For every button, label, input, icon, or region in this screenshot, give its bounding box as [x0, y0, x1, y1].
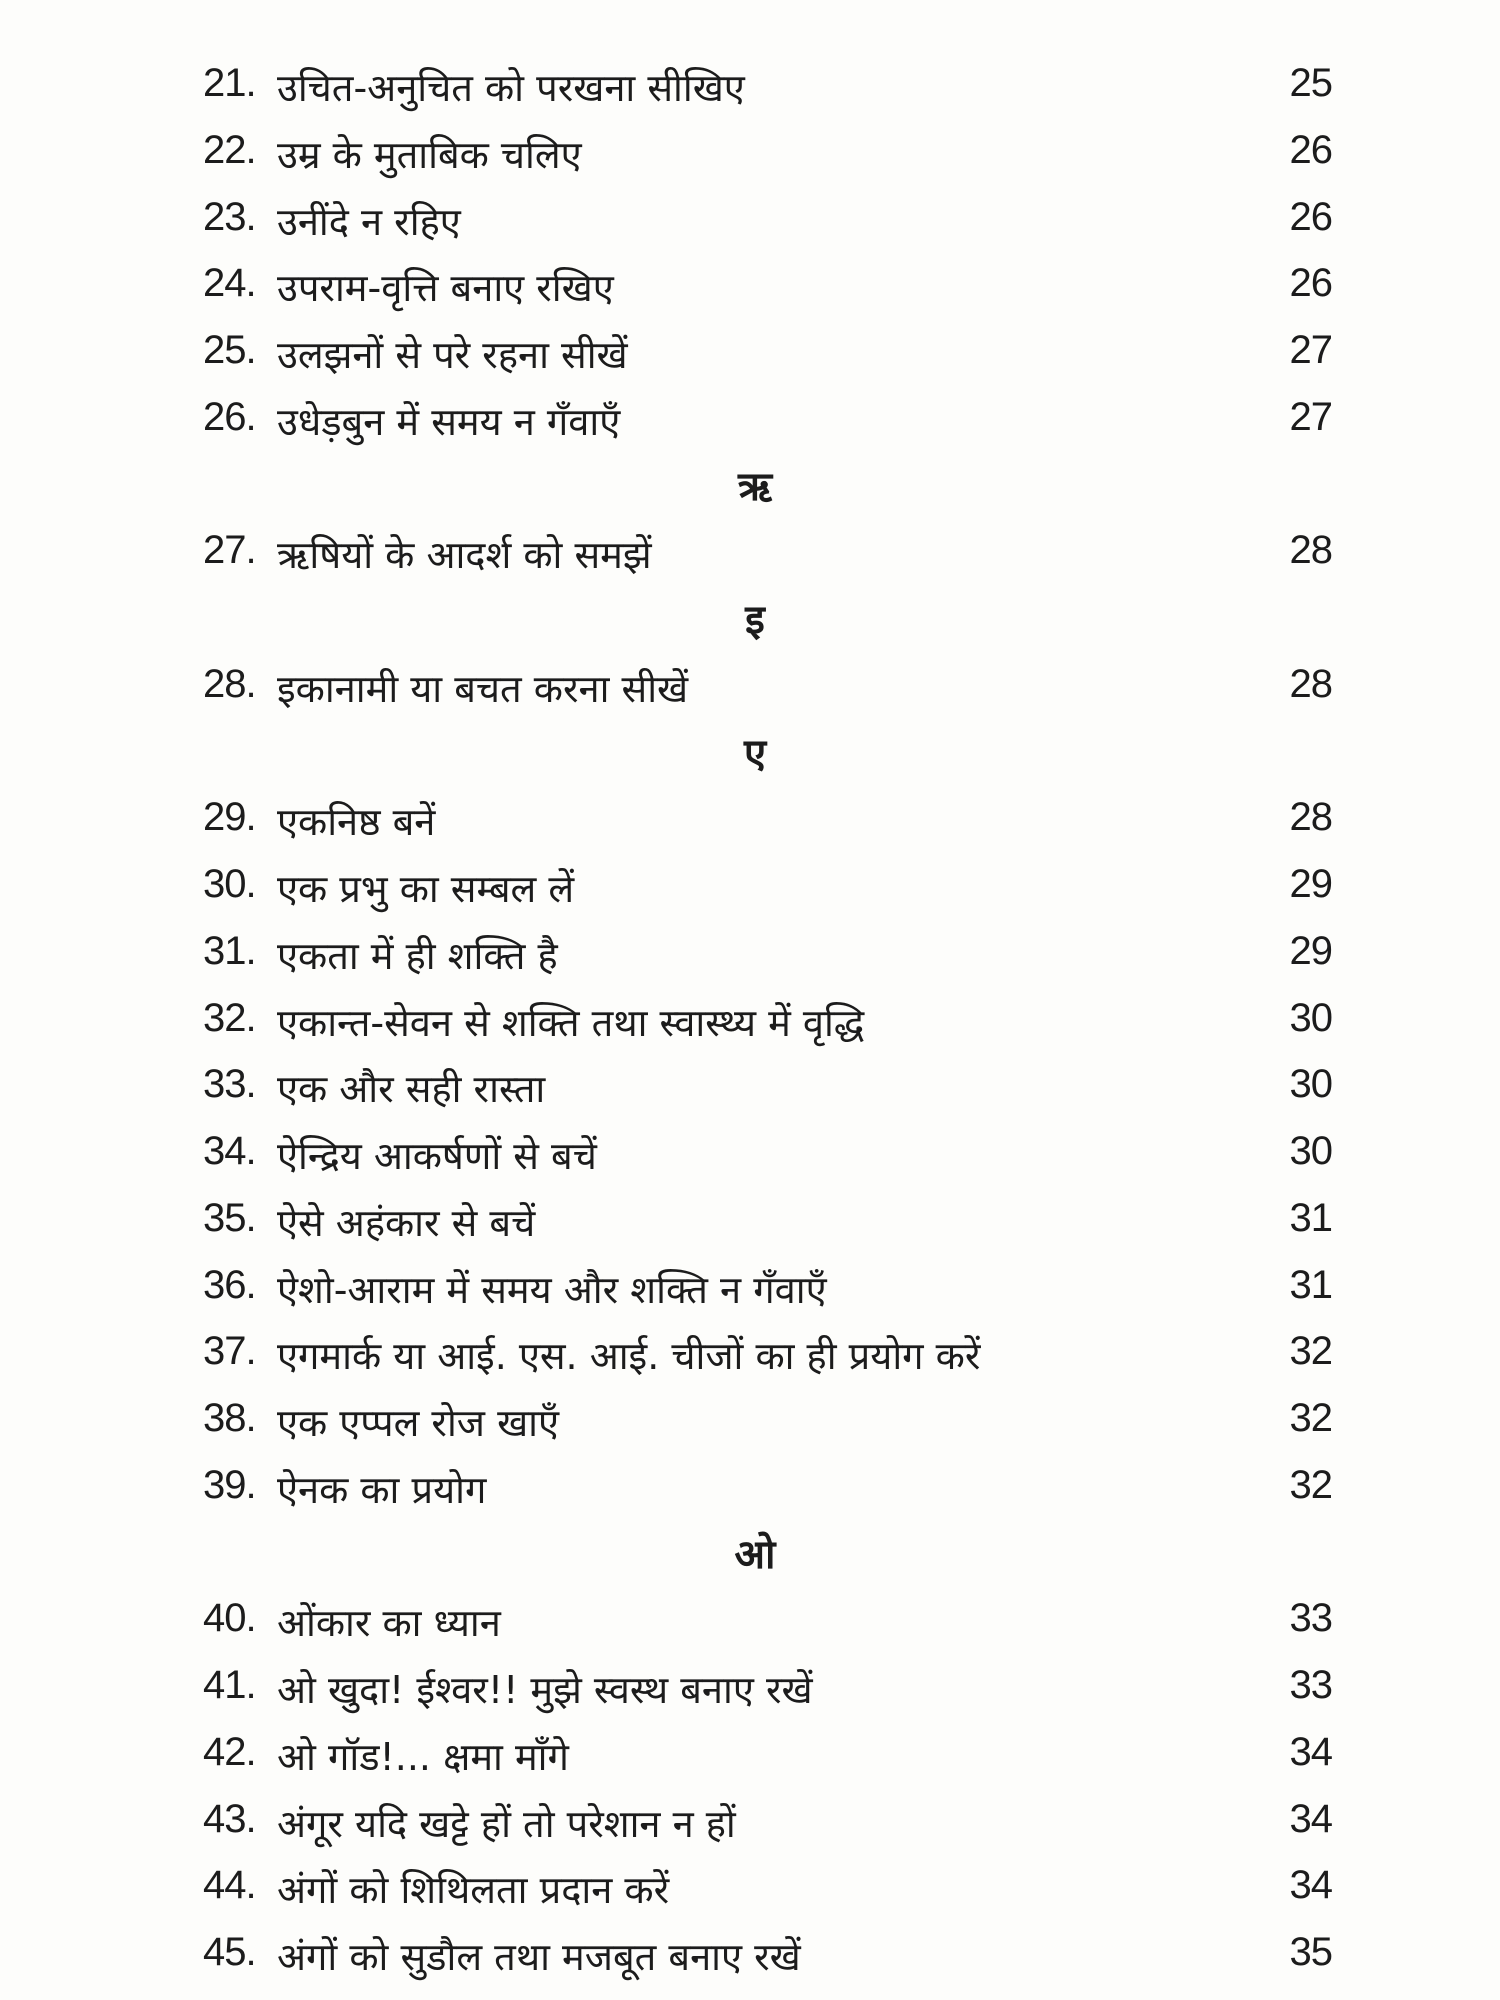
entry-number: 39. [203, 1462, 256, 1507]
entry-number: 43. [203, 1796, 256, 1841]
entry-title: एकनिष्ठ बनें [277, 800, 436, 845]
toc-entry [0, 1455, 1500, 1521]
entry-number: 34. [203, 1129, 256, 1173]
toc-entry [0, 387, 1500, 453]
toc-entry [0, 187, 1500, 253]
toc-entry [0, 1655, 1500, 1721]
entry-page-number: 34 [1289, 1863, 1332, 1908]
entry-number: 45. [203, 1930, 256, 1974]
entry-title: उलझनों से परे रहना सीखें [277, 333, 628, 377]
entry-page-number: 34 [1289, 1796, 1332, 1841]
toc-entry [0, 988, 1500, 1054]
entry-title: अंगों को शिथिलता प्रदान करें [277, 1868, 670, 1913]
toc-entry [0, 921, 1500, 987]
entry-page-number: 26 [1289, 194, 1332, 239]
entry-number: 33. [203, 1062, 256, 1107]
entry-number: 40. [203, 1596, 256, 1641]
section-heading: इ [745, 597, 765, 643]
entry-page-number: 28 [1289, 661, 1332, 706]
toc-entry [0, 1188, 1500, 1254]
toc-entry [0, 520, 1500, 586]
entry-number: 32. [203, 995, 256, 1040]
entry-number: 31. [203, 928, 256, 973]
entry-title: उचित-अनुचित को परखना सीखिए [277, 66, 745, 110]
entry-title: ऐसे अहंकार से बचें [277, 1200, 536, 1245]
toc-entry [0, 1855, 1500, 1921]
entry-page-number: 31 [1289, 1195, 1332, 1240]
entry-number: 38. [203, 1396, 256, 1440]
entry-page-number: 29 [1289, 928, 1332, 973]
entry-number: 25. [203, 328, 256, 372]
entry-page-number: 30 [1289, 1129, 1332, 1173]
entry-title: एक और सही रास्ता [277, 1067, 546, 1112]
toc-entry [0, 320, 1500, 386]
toc-entry [0, 253, 1500, 319]
entry-title: एगमार्क या आई. एस. आई. चीजों का ही प्रयोग करें [277, 1334, 981, 1379]
entry-title: उधेड़बुन में समय न गँवाएँ [277, 399, 621, 444]
entry-number: 27. [203, 528, 256, 573]
entry-number: 44. [203, 1863, 256, 1908]
entry-page-number: 30 [1289, 995, 1332, 1040]
entry-number: 36. [203, 1262, 256, 1307]
entry-page-number: 33 [1289, 1663, 1332, 1707]
entry-title: एक एप्पल रोज खाएँ [277, 1401, 560, 1445]
entry-number: 30. [203, 862, 256, 906]
entry-title: एकान्त-सेवन से शक्ति तथा स्वास्थ्य में वृद्धि [277, 1000, 865, 1045]
entry-page-number: 26 [1289, 261, 1332, 306]
entry-number: 28. [203, 661, 256, 706]
entry-number: 41. [203, 1663, 256, 1707]
entry-number: 21. [203, 61, 256, 105]
entry-number: 24. [203, 261, 256, 306]
entry-number: 22. [203, 127, 256, 172]
entry-title: ओंकार का ध्यान [277, 1601, 501, 1646]
section-heading: ऋ [737, 463, 773, 510]
entry-page-number: 26 [1289, 127, 1332, 172]
entry-number: 26. [203, 394, 256, 439]
toc-entry [0, 1789, 1500, 1855]
toc-entry [0, 1321, 1500, 1387]
entry-title: एक प्रभु का सम्बल लें [277, 867, 575, 911]
entry-page-number: 29 [1289, 862, 1332, 906]
entry-page-number: 27 [1289, 394, 1332, 439]
toc-entry [0, 1121, 1500, 1187]
toc-entry [0, 1722, 1500, 1788]
toc-entry [0, 787, 1500, 853]
entry-title: ऐन्द्रिय आकर्षणों से बचें [277, 1134, 597, 1178]
toc-entry [0, 1388, 1500, 1454]
toc-entry [0, 1255, 1500, 1321]
entry-number: 42. [203, 1729, 256, 1774]
entry-page-number: 31 [1289, 1262, 1332, 1307]
entry-number: 35. [203, 1195, 256, 1240]
entry-page-number: 35 [1289, 1930, 1332, 1974]
section-heading: ओ [734, 1531, 776, 1578]
entry-page-number: 25 [1289, 61, 1332, 105]
entry-title: उनींदे न रहिए [277, 199, 461, 244]
entry-number: 23. [203, 194, 256, 239]
entry-title: एकता में ही शक्ति है [277, 933, 558, 978]
entry-page-number: 30 [1289, 1062, 1332, 1107]
entry-page-number: 28 [1289, 528, 1332, 573]
entry-title: इकानामी या बचत करना सीखें [277, 666, 689, 711]
toc-entry [0, 1922, 1500, 1988]
entry-title: ऐनक का प्रयोग [277, 1467, 487, 1512]
entry-page-number: 32 [1289, 1396, 1332, 1440]
entry-title: उम्र के मुताबिक चलिए [277, 132, 582, 177]
entry-title: अंगों को सुडौल तथा मजबूत बनाए रखें [277, 1935, 801, 1979]
entry-page-number: 32 [1289, 1329, 1332, 1374]
entry-title: ओ खुदा! ईश्वर!! मुझे स्वस्थ बनाए रखें [277, 1668, 813, 1712]
toc-entry [0, 1054, 1500, 1120]
toc-entry [0, 854, 1500, 920]
entry-page-number: 33 [1289, 1596, 1332, 1641]
toc-entry [0, 654, 1500, 720]
toc-entry [0, 53, 1500, 119]
entry-page-number: 28 [1289, 795, 1332, 840]
entry-number: 29. [203, 795, 256, 840]
entry-title: ऋषियों के आदर्श को समझें [277, 533, 652, 578]
toc-entry [0, 120, 1500, 186]
entry-number: 37. [203, 1329, 256, 1374]
entry-title: ओ गॉड!... क्षमा माँगे [277, 1734, 569, 1779]
entry-title: ऐशो-आराम में समय और शक्ति न गँवाएँ [277, 1267, 827, 1312]
entry-page-number: 27 [1289, 328, 1332, 372]
entry-page-number: 34 [1289, 1729, 1332, 1774]
section-heading: ए [743, 730, 767, 777]
entry-title: अंगूर यदि खट्टे हों तो परेशान न हों [277, 1801, 736, 1846]
entry-page-number: 32 [1289, 1462, 1332, 1507]
toc-entry [0, 1588, 1500, 1654]
entry-title: उपराम-वृत्ति बनाए रखिए [277, 266, 614, 311]
